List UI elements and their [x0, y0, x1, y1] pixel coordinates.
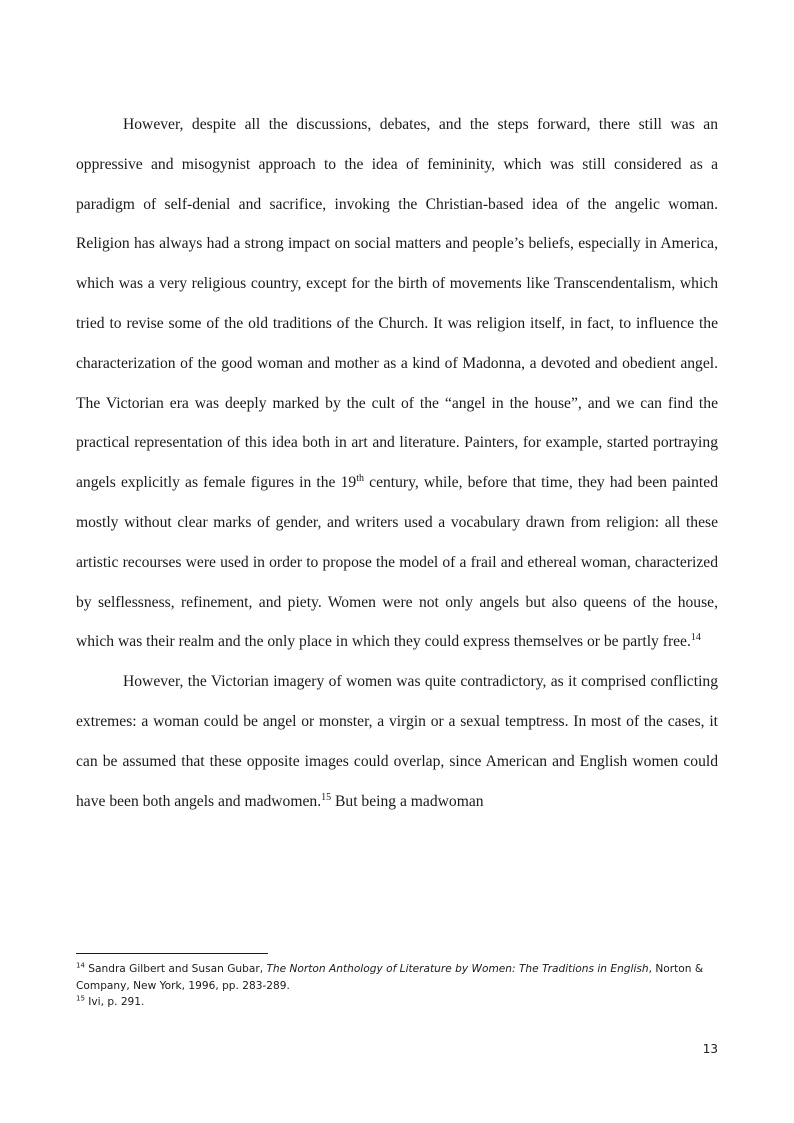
footnotes	[76, 961, 718, 1011]
body-paragraph-2	[76, 662, 718, 821]
paragraph-2-text-continued: But being a madwoman	[331, 792, 484, 810]
paragraph-2-text: However, the Victorian imagery of women was quite contradictory, as it comprised conflicting extremes: a woman could be angel or monster, a virgin or a sexual temptress. In most of the cases, it can be assumed that these opposite images could overlap, since American and English women could have been both angels and madwomen.	[76, 673, 718, 810]
footnote-separator	[76, 953, 268, 954]
footnote-book-title: The Norton Anthology of Literature by Women: The Traditions in English	[266, 963, 649, 975]
footnote-text: Ivi, p. 291.	[84, 996, 145, 1008]
body-paragraph-1	[76, 105, 718, 662]
document-page	[76, 105, 718, 821]
footnote-details: , Norton & Company, New York, 1996, pp. 283-289.	[76, 963, 704, 992]
footnote-15	[76, 994, 718, 1011]
ordinal-suffix: th	[356, 472, 364, 484]
page-number: 13	[702, 1042, 718, 1056]
paragraph-1-text-continued: century, while, before that time, they had been painted mostly without clear marks of gender, and writers used a vocabulary drawn from religion: all these artistic recourses were used in order to propose the model of a frail and ethereal woman, characterized by selflessness, refinement, and piety. Women were not only angels but also queens of the house, which was their realm and the only place in which they could express themselves or be partly free.	[76, 474, 718, 651]
footnote-number: 14	[76, 961, 85, 970]
footnote-14	[76, 961, 718, 994]
footnote-ref-14[interactable]: 14	[690, 632, 701, 644]
footnote-number: 15	[76, 994, 85, 1003]
footnote-ref-15[interactable]: 15	[321, 791, 332, 803]
paragraph-1-text: However, despite all the discussions, debates, and the steps forward, there still was an oppressive and misogynist approach to the idea of femininity, which was still considered as a paradigm of self-denial and sacrifice, invoking the Christian-based idea of the angelic woman. Religion has always had a strong impact on social matters and people’s beliefs, especially in America, which was a very religious country, except for the birth of movements like Transcendentalism, which tried to revise some of the old traditions of the Church. It was religion itself, in fact, to influence the characterization of the good woman and mother as a kind of Madonna, a devoted and obedient angel. The Victorian era was deeply marked by the cult of the “angel in the house”, and we can find the practical representation of this idea both in art and literature. Painters, for example, started portraying angels explicitly as female figures in the 19	[76, 116, 718, 492]
footnote-authors: Sandra Gilbert and Susan Gubar,	[84, 963, 267, 975]
